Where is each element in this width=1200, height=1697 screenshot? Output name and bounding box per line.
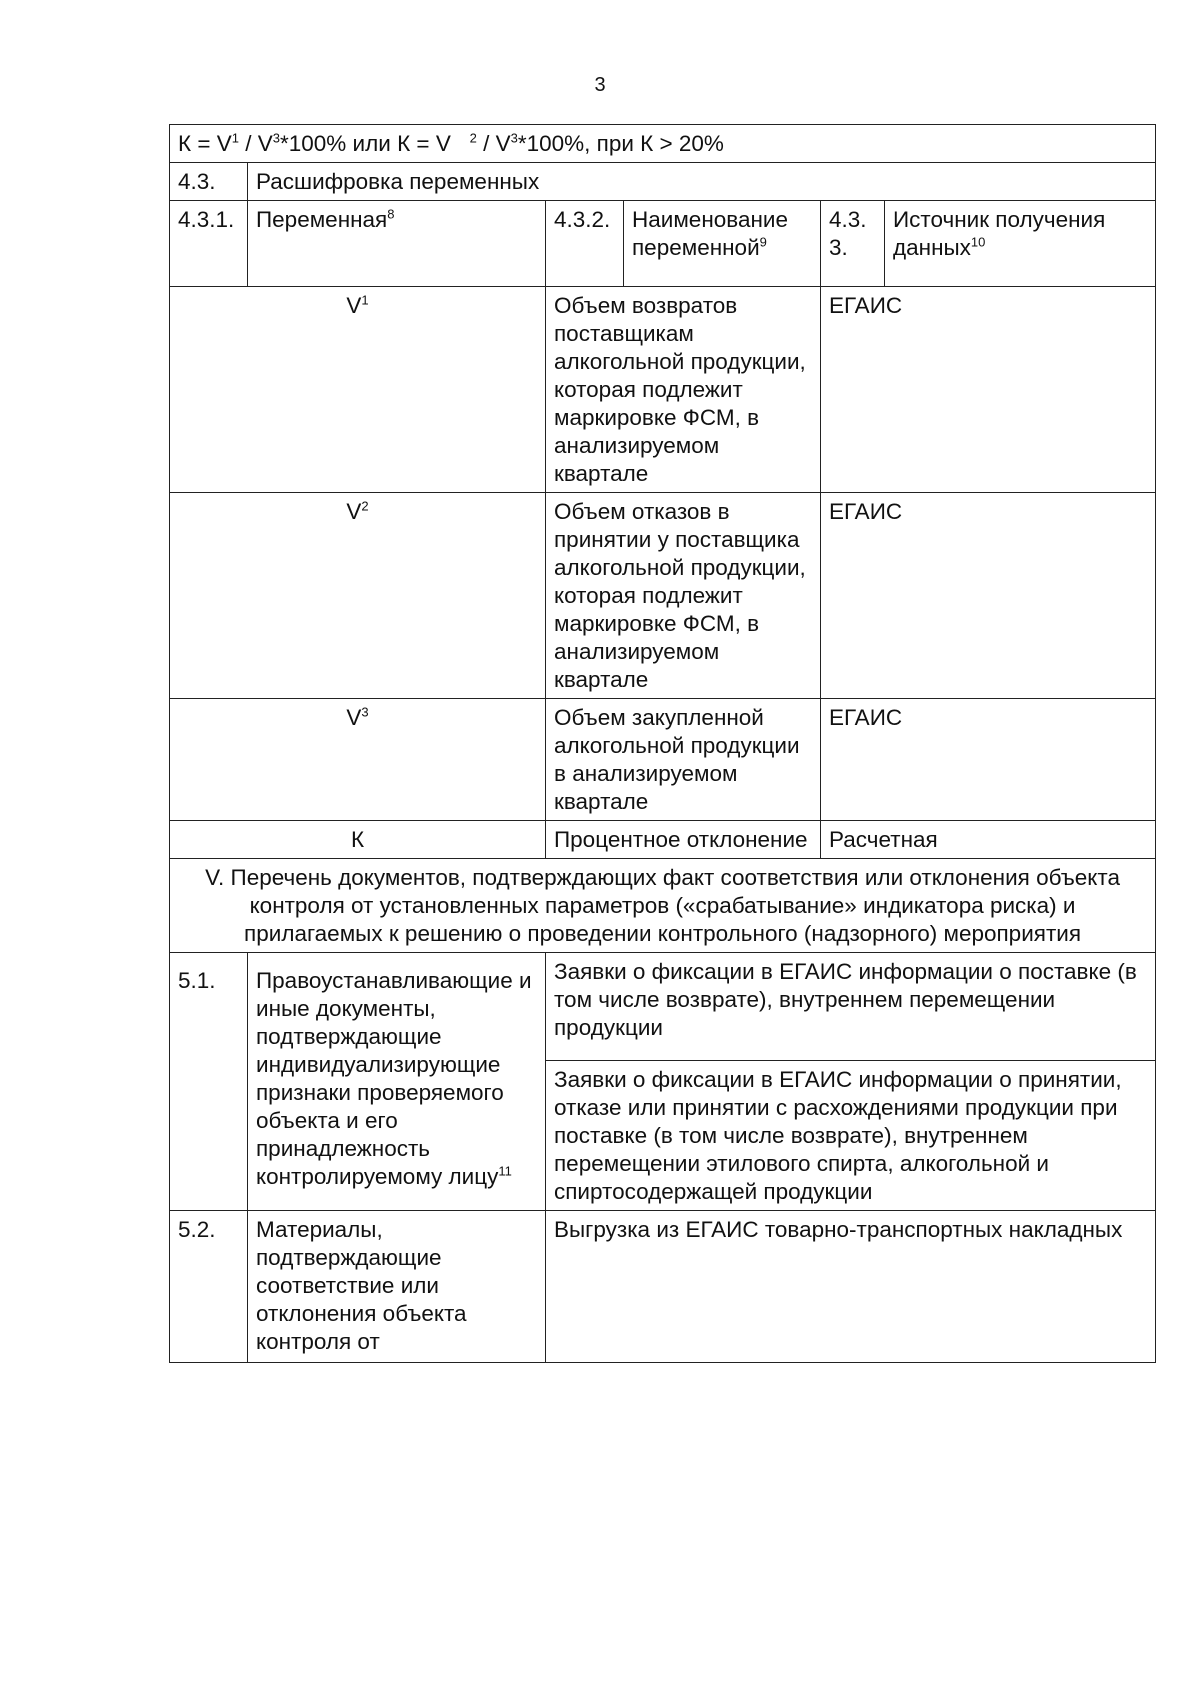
variable-name: Объем возвратов поставщикам алкогольной продукции, которая подлежит маркировке ФСМ, в анализируемом квартале [546,287,821,493]
section-number: 4.3. [170,163,248,201]
header-variable-name: Наименование переменной$^9$ [624,201,821,287]
document-table [169,124,1156,1363]
variable-symbol: $V^3$ [170,699,546,821]
item-label: Правоустанавливающие и иные документы, подтверждающие индивидуализирующие признаки проверяемого объекта и его принадлежность контролируемому лицу$^{11}$ [248,953,546,1211]
variable-row-v3 [170,699,1156,821]
footnote-ref: 9 [759,234,767,250]
footnote-ref: 10 [970,234,986,250]
header-num-variable: 4.3.1. [170,201,248,287]
item-5-1-row-a [170,953,1156,1061]
section-v-title: V. Перечень документов, подтверждающих факт соответствия или отклонения объекта контроля от установленных параметров («срабатывание» индикатора риска) и прилагаемых к решению о проведении контрольного (надзорного) мероприятия [170,859,1156,953]
variable-source: ЕГАИС [821,287,1156,493]
formula-cell: $К = V^1 / V^3*100\%$ или К = V $^2 / V^3*100\%$, при К > 20% [170,125,1156,163]
variables-header-row [170,201,1156,287]
header-variable: Переменная$^8$ [248,201,546,287]
formula-row [170,125,1156,163]
item-number: 5.1. [170,953,248,1211]
variable-row-v1 [170,287,1156,493]
header-num-name: 4.3.2. [546,201,624,287]
item-document: Заявки о фиксации в ЕГАИС информации о поставке (в том числе возврате), внутреннем перемещении продукции [546,953,1156,1061]
section-title: Расшифровка переменных [248,163,1156,201]
header-data-source: Источник получения данных$^{10}$ [885,201,1156,287]
item-number: 5.2. [170,1211,248,1363]
variable-row-v2 [170,493,1156,699]
section-4-3-row [170,163,1156,201]
variable-source: Расчетная [821,821,1156,859]
page-number: 3 [594,74,606,96]
section-v-row [170,859,1156,953]
item-document: Выгрузка из ЕГАИС товарно-транспортных накладных [546,1211,1156,1363]
item-label: Материалы, подтверждающие соответствие или отклонения объекта контроля от [248,1211,546,1363]
variable-source: ЕГАИС [821,699,1156,821]
variable-row-k [170,821,1156,859]
variable-name: Процентное отклонение [546,821,821,859]
variable-symbol: К [170,821,546,859]
footnote-ref: 11 [498,1163,512,1179]
header-num-source: 4.3.3. [821,201,885,287]
footnote-ref: 8 [387,206,395,222]
item-document: Заявки о фиксации в ЕГАИС информации о принятии, отказе или принятии с расхождениями продукции при поставке (в том числе возврате), внутреннем перемещении этилового спирта, алкогольной и спиртосодержащей продукции [546,1061,1156,1211]
variable-source: ЕГАИС [821,493,1156,699]
item-5-2-row [170,1211,1156,1363]
variable-name: Объем закупленной алкогольной продукции в анализируемом квартале [546,699,821,821]
variable-symbol: $V^1$ [170,287,546,493]
variable-name: Объем отказов в принятии у поставщика алкогольной продукции, которая подлежит маркировке ФСМ, в анализируемом квартале [546,493,821,699]
variable-symbol: $V^2$ [170,493,546,699]
